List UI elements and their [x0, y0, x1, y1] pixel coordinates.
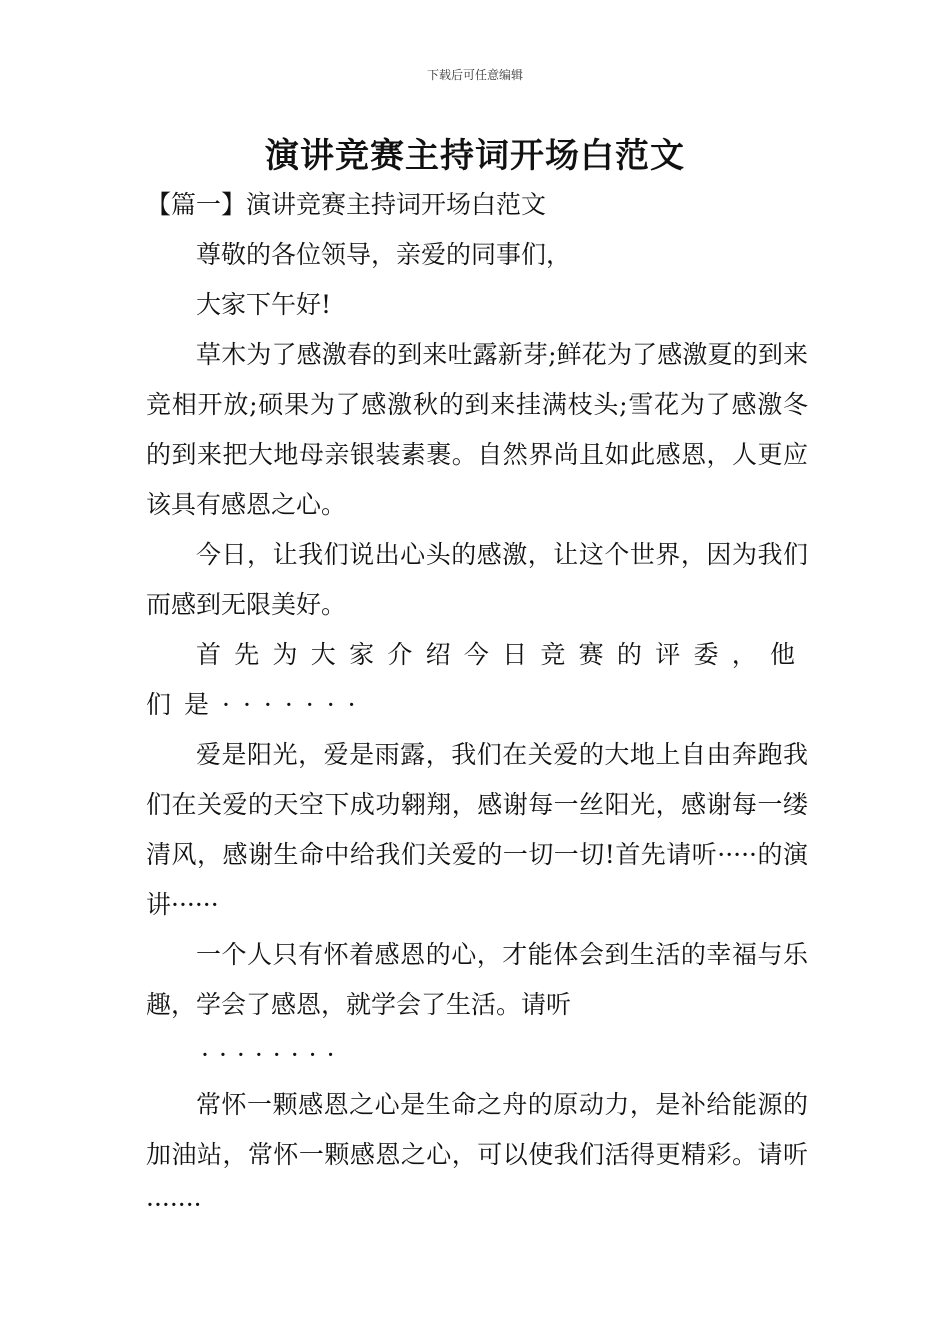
- body-paragraph: 草木为了感激春的到来吐露新芽;鲜花为了感激夏的到来竞相开放;硕果为了感激秋的到来挂满枝头;雪花为了感激冬的到来把大地母亲银装素裹。自然界尚且如此感恩，人更应该具有感恩之心。: [146, 340, 808, 519]
- body-paragraph: 爱是阳光，爱是雨露，我们在关爱的大地上自由奔跑我们在关爱的天空下成功翱翔，感谢每一丝阳光，感谢每一缕清风，感谢生命中给我们关爱的一切一切!首先请听·····的演讲······: [146, 740, 808, 919]
- body-paragraph: 一个人只有怀着感恩的心，才能体会到生活的幸福与乐趣，学会了感恩，就学会了生活。请听: [146, 940, 808, 1019]
- document-body: [146, 180, 808, 1230]
- body-paragraph: 常怀一颗感恩之心是生命之舟的原动力，是补给能源的加油站，常怀一颗感恩之心，可以使我们活得更精彩。请听·······: [146, 1090, 808, 1219]
- body-paragraph: 今日，让我们说出心头的感激，让这个世界，因为我们而感到无限美好。: [146, 540, 808, 619]
- section-heading: 【篇一】演讲竞赛主持词开场白范文: [146, 190, 547, 219]
- greeting-paragraph: 尊敬的各位领导，亲爱的同事们，: [196, 240, 572, 269]
- document-title: 演讲竞赛主持词开场白范文: [265, 136, 685, 176]
- placeholder-dots: ········: [201, 1040, 345, 1069]
- salutation-paragraph: 大家下午好!: [196, 290, 332, 319]
- header-note: 下载后可任意编辑: [426, 68, 523, 82]
- judges-intro-paragraph: 首先为大家介绍今日竞赛的评委，他们是·······: [146, 640, 808, 719]
